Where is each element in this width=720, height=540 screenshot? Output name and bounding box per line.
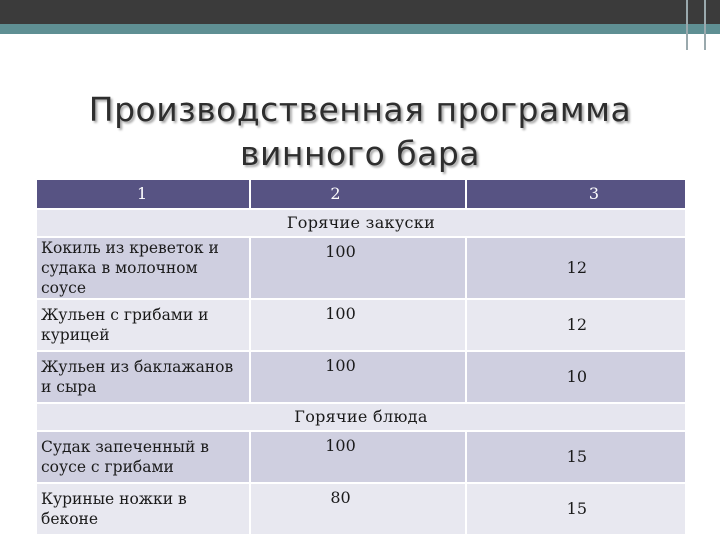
decor-vertical-line [686,0,688,50]
dish-name: Жульен из баклажанов и сыра [37,352,251,402]
title-line-1: Производственная программа [88,90,632,129]
section-title: Горячие блюда [37,404,685,430]
dish-count: 12 [467,300,685,350]
header-cell: 2 [251,180,467,208]
decor-vertical-line [704,0,706,50]
table-row [37,484,685,534]
table-row [37,432,685,482]
production-program-table [37,178,685,536]
dish-name: Жульен с грибами и курицей [37,300,251,350]
dish-qty: 100 [251,238,467,298]
top-decor-band [0,0,720,54]
header-cell: 1 [37,180,251,208]
section-row [37,404,685,430]
dish-qty: 100 [251,300,467,350]
dish-name: Кокиль из креветок и судака в молочном соусе [37,238,251,298]
dish-count: 12 [467,238,685,298]
decor-line [430,38,666,40]
dish-name: Судак запеченный в соусе с грибами [37,432,251,482]
dish-qty: 80 [251,484,467,534]
dish-qty: 100 [251,352,467,402]
slide-title [0,88,720,176]
table-row [37,238,685,298]
section-row [37,210,685,236]
dish-qty: 100 [251,432,467,482]
title-line-2: винного бара [240,134,480,173]
dish-name: Куриные ножки в беконе [37,484,251,534]
top-dark-stripe [0,0,720,24]
table-header-row [37,180,685,208]
dish-count: 10 [467,352,685,402]
decor-line [0,34,580,36]
dish-count: 15 [467,484,685,534]
top-teal-stripe [0,24,720,34]
table-row [37,300,685,350]
table-row [37,352,685,402]
dish-count: 15 [467,432,685,482]
section-title: Горячие закуски [37,210,685,236]
header-cell: 3 [467,180,685,208]
